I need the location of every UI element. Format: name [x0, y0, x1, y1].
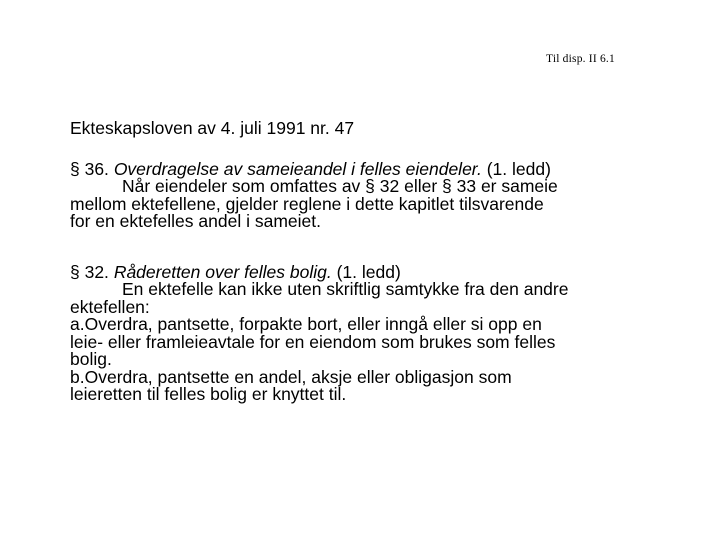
section-32-line-2: ektefellen:	[70, 296, 150, 317]
section-36-text	[70, 178, 690, 231]
section-32-paragraph-ref: (1. ledd)	[336, 261, 401, 282]
section-36-line-1: Når eiendeler som omfattes av § 32 eller § 33 er sameie	[122, 176, 558, 196]
section-32-line-6: b.Overdra, pantsette en andel, aksje eller obligasjon som	[70, 366, 512, 387]
section-32-line-3: a.Overdra, pantsette, forpakte bort, eller inngå eller si opp en	[70, 314, 542, 334]
section-32-title: Råderetten over felles bolig.	[113, 261, 332, 282]
section-36-line-2: mellom ektefellene, gjelder reglene i dette kapitlet tilsvarende	[70, 193, 544, 214]
section-32-text	[70, 281, 690, 404]
law-title: Ekteskapsloven av 4. juli 1991 nr. 47	[70, 118, 355, 138]
document-reference: Til disp. II 6.1	[546, 53, 615, 65]
section-32-line-4: leie- eller framleieavtale for en eiendom som brukes som felles	[70, 331, 556, 352]
section-32-line-5: bolig.	[70, 349, 112, 369]
section-32-line-7: leieretten til felles bolig er knyttet til.	[70, 384, 347, 404]
section-32-line-1: En ektefelle kan ikke uten skriftlig samtykke fra den andre	[122, 279, 569, 299]
section-36-line-3: for en ektefelles andel i sameiet.	[70, 211, 321, 231]
document-body	[70, 120, 690, 404]
section-36-number: § 36.	[70, 158, 109, 179]
section-36-paragraph-ref: (1. ledd)	[486, 158, 551, 179]
section-32-number: § 32.	[70, 261, 109, 282]
section-36-title: Overdragelse av sameieandel i felles eiendeler.	[113, 158, 482, 179]
